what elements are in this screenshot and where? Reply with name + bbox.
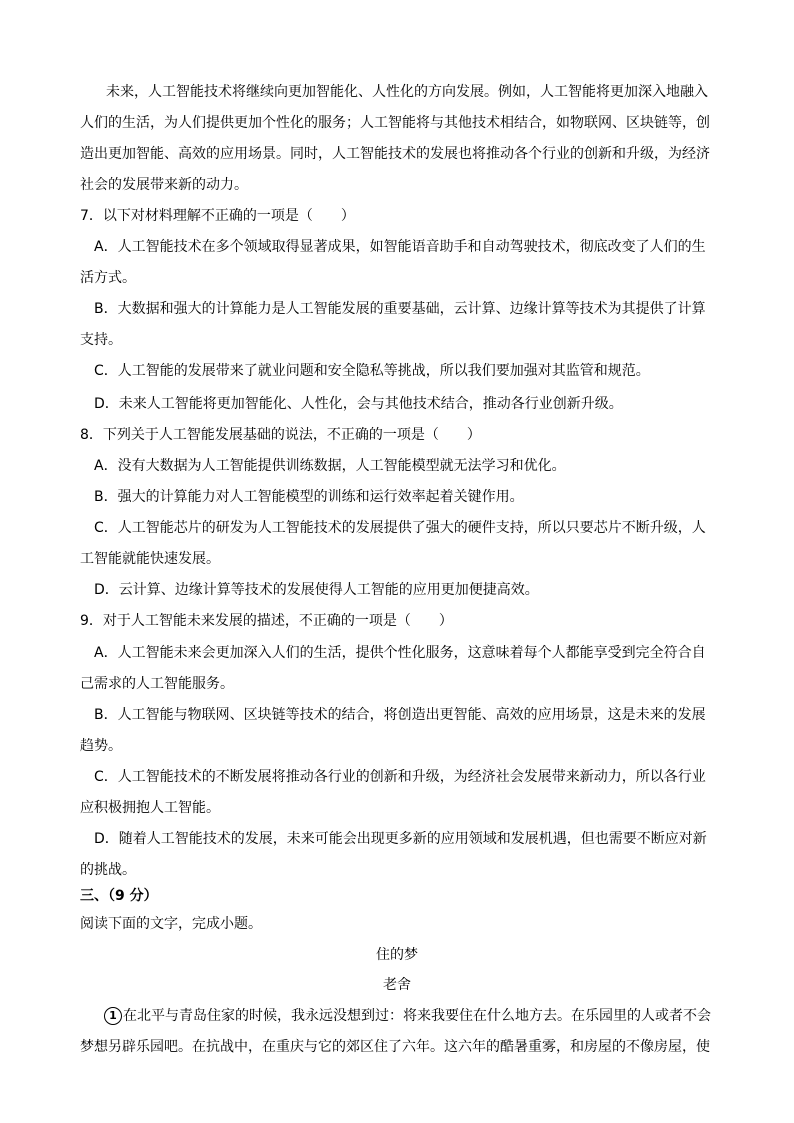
passage-line-1: 未来，人工智能技术将继续向更加智能化、人性化的方向发展。例如，人工智能将更加深入地融入 [106,84,708,100]
passage-line-3: 造出更加智能、高效的应用场景。同时，人工智能技术的发展也将推动各个行业的创新和升级，为经济 [80,146,710,162]
question-9-option-b-cont: 趋势。 [80,738,122,754]
question-8-option-a: A．没有大数据为人工智能提供训练数据，人工智能模型就无法学习和优化。 [94,458,566,474]
question-7-option-b: B．大数据和强大的计算能力是人工智能发展的重要基础，云计算、边缘计算等技术为其提供了计算 [94,301,706,317]
question-9-option-a: A．人工智能未来会更加深入人们的生活，提供个性化服务，这意味着每个人都能享受到完全符合自 [94,645,706,661]
question-7-option-a-cont: 活方式。 [80,270,136,286]
question-9-option-c: C．人工智能技术的不断发展将推动各行业的创新和升级，为经济社会发展带来新动力，所以各行业 [94,769,706,785]
paragraph-1-text: 在北平与青岛住家的时候，我永远没想到过：将来我要住在什么地方去。在乐园里的人或者不会 [123,1008,711,1024]
question-8-option-c: C．人工智能芯片的研发为人工智能技术的发展提供了强大的硬件支持，所以只要芯片不断升级，人 [94,520,706,536]
question-7-option-b-cont: 支持。 [80,332,122,348]
passage-line-4: 社会的发展带来新的动力。 [80,177,248,193]
question-8-option-c-cont: 工智能就能快速发展。 [80,551,220,567]
article-title: 住的梦 [376,947,418,963]
question-7-option-d: D．未来人工智能将更加智能化、人性化，会与其他技术结合，推动各行业创新升级。 [94,396,623,412]
question-8-option-d: D．云计算、边缘计算等技术的发展使得人工智能的应用更加便捷高效。 [94,582,539,598]
question-9-option-c-cont: 应积极拥抱人工智能。 [80,800,220,816]
article-author: 老舍 [383,977,411,993]
question-9-stem: 9．对于人工智能未来发展的描述，不正确的一项是（ ） [80,613,453,629]
question-9-option-d: D．随着人工智能技术的发展，未来可能会出现更多新的应用领域和发展机遇，但也需要不断应对新 [94,831,707,847]
article-paragraph-1-line-2: 梦想另辟乐园吧。在抗战中，在重庆与它的郊区住了六年。这六年的酷暑重雾，和房屋的不像房屋，使 [80,1039,710,1055]
question-7-option-a: A．人工智能技术在多个领域取得显著成果，如智能语音助手和自动驾驶技术，彻底改变了人们的生 [94,239,706,255]
section-heading: 三、（9 分） [80,888,158,904]
question-7-option-c: C．人工智能的发展带来了就业问题和安全隐私等挑战，所以我们要加强对其监管和规范。 [94,363,650,379]
paragraph-number-1: 1 [104,1007,122,1025]
question-7-stem: 7．以下对材料理解不正确的一项是（ ） [80,208,355,224]
question-9-option-b: B．人工智能与物联网、区块链等技术的结合，将创造出更智能、高效的应用场景，这是未来的发展 [94,707,706,723]
article-paragraph-1-line-1 [104,1006,711,1026]
reading-instruction: 阅读下面的文字，完成小题。 [80,916,262,932]
passage-line-2: 人们的生活，为人们提供更加个性化的服务；人工智能将与其他技术相结合，如物联网、区块链等，创 [80,115,710,131]
question-9-option-d-cont: 的挑战。 [80,862,136,878]
question-8-stem: 8．下列关于人工智能发展基础的说法，不正确的一项是（ ） [80,427,481,443]
question-9-option-a-cont: 己需求的人工智能服务。 [80,676,234,692]
question-8-option-b: B．强大的计算能力对人工智能模型的训练和运行效率起着关键作用。 [94,489,524,505]
